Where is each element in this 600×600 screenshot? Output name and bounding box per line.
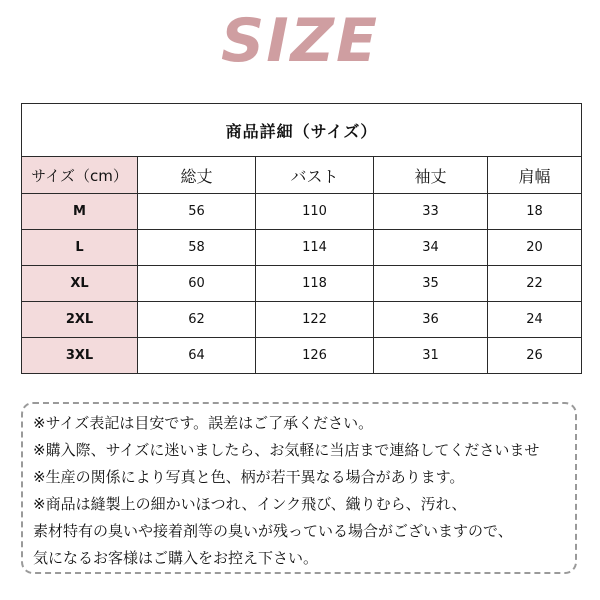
note-line: ※サイズ表記は目安です。誤差はご了承ください。	[33, 414, 374, 432]
column-header-shoulder: 肩幅	[488, 157, 582, 194]
table-cell: 60	[138, 266, 256, 302]
column-header-length: 総丈	[138, 157, 256, 194]
table-row	[22, 338, 582, 374]
size-table	[21, 103, 582, 374]
table-cell: 56	[138, 194, 256, 230]
note-line: ※購入際、サイズに迷いましたら、お気軽に当店まで連絡してくださいませ	[33, 441, 540, 459]
table-cell: 36	[374, 302, 488, 338]
size-label: M	[22, 194, 138, 230]
table-cell: 31	[374, 338, 488, 374]
table-cell: 58	[138, 230, 256, 266]
table-cell: 33	[374, 194, 488, 230]
size-label: 2XL	[22, 302, 138, 338]
table-cell: 35	[374, 266, 488, 302]
column-header-bust: バスト	[256, 157, 374, 194]
table-header-row	[22, 157, 582, 194]
table-cell: 18	[488, 194, 582, 230]
row-header-label: サイズ（cm）	[22, 157, 138, 194]
table-row	[22, 194, 582, 230]
table-cell: 114	[256, 230, 374, 266]
table-cell: 118	[256, 266, 374, 302]
table-cell: 34	[374, 230, 488, 266]
table-cell: 62	[138, 302, 256, 338]
notes-box	[21, 402, 577, 574]
table-cell: 22	[488, 266, 582, 302]
size-label: 3XL	[22, 338, 138, 374]
table-cell: 26	[488, 338, 582, 374]
table-cell: 20	[488, 230, 582, 266]
table-row	[22, 302, 582, 338]
page-title: SIZE	[220, 6, 380, 76]
size-label: L	[22, 230, 138, 266]
note-line: ※生産の関係により写真と色、柄が若干異なる場合があります。	[33, 468, 465, 486]
note-line: 素材特有の臭いや接着剤等の臭いが残っている場合がございますので、	[33, 522, 513, 540]
note-line: 気になるお客様はご購入をお控え下さい。	[33, 549, 319, 567]
table-cell: 24	[488, 302, 582, 338]
table-cell: 110	[256, 194, 374, 230]
table-cell: 122	[256, 302, 374, 338]
table-cell: 64	[138, 338, 256, 374]
note-line: ※商品は縫製上の細かいほつれ、インク飛び、織りむら、汚れ、	[33, 495, 467, 513]
table-row	[22, 230, 582, 266]
column-header-sleeve: 袖丈	[374, 157, 488, 194]
table-row	[22, 266, 582, 302]
size-label: XL	[22, 266, 138, 302]
table-cell: 126	[256, 338, 374, 374]
table-caption: 商品詳細（サイズ）	[22, 104, 582, 157]
